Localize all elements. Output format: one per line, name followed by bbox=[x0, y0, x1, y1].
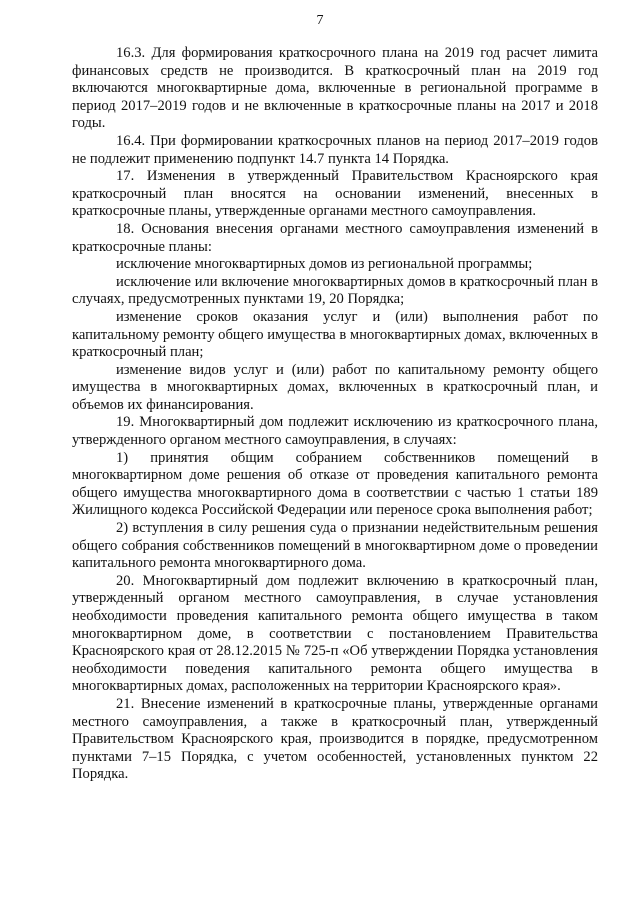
paragraph-19-item-1: 1) принятия общим собранием собственников помещений в многоквартирном доме решения об отказе от проведения капитального ремонта общего имущества многоквартирного дома в соответствии с частью 1 статьи 189 Жилищного кодекса Российской Федерации или переносе срока выполнения работ; bbox=[72, 449, 598, 519]
paragraph-16-4: 16.4. При формировании краткосрочных планов на период 2017–2019 годов не подлежит применению подпункт 14.7 пункта 14 Порядка. bbox=[72, 132, 598, 167]
paragraph-18-item-2: исключение или включение многоквартирных домов в краткосрочный план в случаях, предусмотренных пунктами 19, 20 Порядка; bbox=[72, 273, 598, 308]
paragraph-19-item-2: 2) вступления в силу решения суда о признании недействительным решения общего собрания собственников помещений в многоквартирном доме о проведении капитального ремонта многоквартирного дома. bbox=[72, 520, 598, 572]
page-number: 7 bbox=[316, 13, 324, 28]
paragraph-21: 21. Внесение изменений в краткосрочные планы, утвержденные органами местного самоуправления, а также в краткосрочный план, утвержденный Правительством Красноярского края, производится в порядке, предусмотренном пунктами 7–15 Порядка, с учетом особенностей, установленных пунктом 22 Порядка. bbox=[72, 695, 598, 783]
document-body bbox=[72, 45, 598, 784]
paragraph-18: 18. Основания внесения органами местного самоуправления изменений в краткосрочные планы: bbox=[72, 220, 598, 255]
paragraph-17: 17. Изменения в утвержденный Правительством Красноярского края краткосрочный план вносятся на основании изменений, внесенных в краткосрочные планы, утвержденные органами местного самоуправления. bbox=[72, 168, 598, 220]
paragraph-19: 19. Многоквартирный дом подлежит исключению из краткосрочного плана, утвержденного органом местного самоуправления, в случаях: bbox=[72, 414, 598, 449]
paragraph-18-item-1: исключение многоквартирных домов из региональной программы; bbox=[116, 256, 533, 273]
paragraph-18-item-3: изменение сроков оказания услуг и (или) выполнения работ по капитальному ремонту общего имущества в многоквартирных домах, включенных в краткосрочный план; bbox=[72, 308, 598, 361]
paragraph-20: 20. Многоквартирный дом подлежит включению в краткосрочный план, утвержденный органом местного самоуправления, в случае установления необходимости проведения капитального ремонта общего имущества в таком многоквартирном доме, в соответствии с постановлением Правительства Красноярского края от 28.12.2015 № 725-п «Об утверждении Порядка установления необходимости поведения капитального ремонта общего имущества в многоквартирных домах, расположенных на территории Красноярского края». bbox=[72, 572, 598, 695]
paragraph-18-item-4: изменение видов услуг и (или) работ по капитальному ремонту общего имущества в многоквартирных домах, включенных в краткосрочный план, и объемов их финансирования. bbox=[72, 361, 598, 413]
paragraph-16-3: 16.3. Для формирования краткосрочного плана на 2019 год расчет лимита финансовых средств не производится. В краткосрочный план на 2019 год включаются многоквартирные дома, включенные в региональной программе в период 2017–2019 годов и не включенные в краткосрочные планы на 2017 и 2018 годы. bbox=[72, 45, 598, 132]
